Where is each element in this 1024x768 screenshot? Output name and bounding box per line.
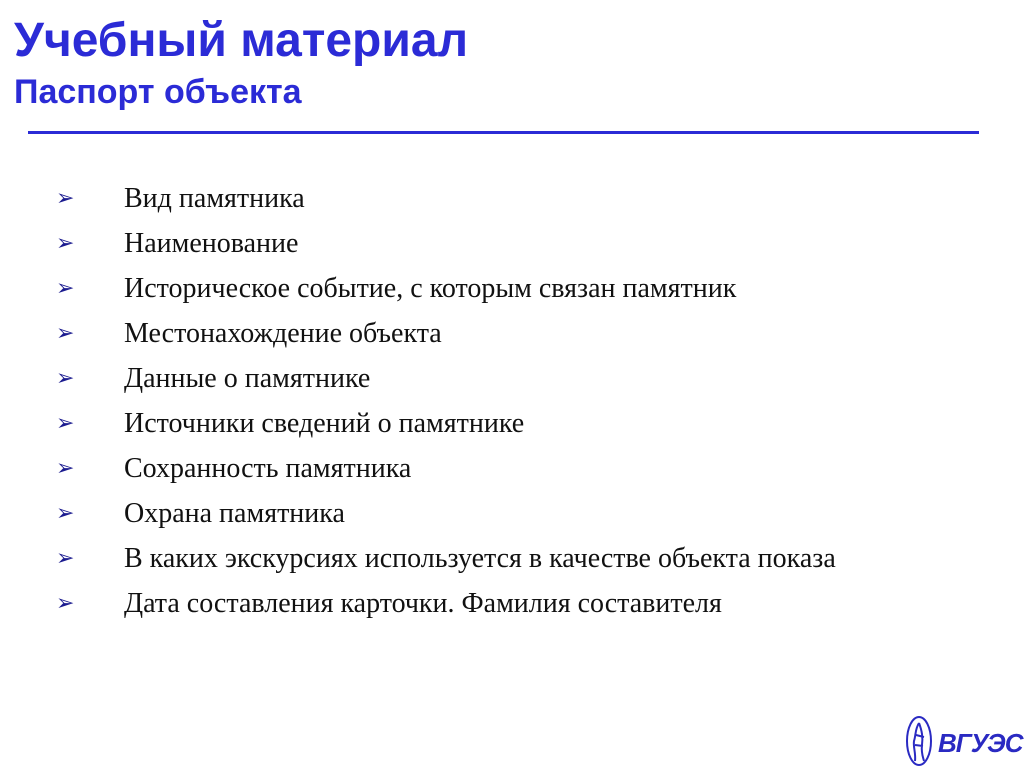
list-item [56,496,956,532]
list-item [56,181,956,217]
logo-text: ВГУЭС [938,728,1023,758]
list-item-text: Наименование [124,228,299,259]
arrow-bullet-icon: ➢ [56,591,75,616]
arrow-bullet-icon: ➢ [56,186,75,211]
arrow-bullet-icon: ➢ [56,501,75,526]
list-item-text: Историческое событие, с которым связан памятник [124,273,737,304]
list-item-text: Охрана памятника [124,498,345,529]
list-item [56,316,956,352]
list-item [56,226,956,262]
title-divider [28,131,979,134]
list-item [56,451,956,487]
list-item [56,586,956,622]
page-subtitle: Паспорт объекта [14,73,302,111]
list-item [56,541,956,577]
list-item-text: Сохранность памятника [124,453,412,484]
arrow-bullet-icon: ➢ [56,276,75,301]
list-item-text: Данные о памятнике [124,363,371,394]
university-emblem-icon [904,715,934,767]
header [14,14,468,112]
arrow-bullet-icon: ➢ [56,411,75,436]
list-item-text: Местонахождение объекта [124,318,442,349]
list-item-text: Вид памятника [124,183,305,214]
arrow-bullet-icon: ➢ [56,366,75,391]
arrow-bullet-icon: ➢ [56,456,75,481]
list-item-text: В каких экскурсиях используется в качестве объекта показа [124,543,836,574]
list-item-text: Дата составления карточки. Фамилия составителя [124,588,722,619]
list-item-text: Источники сведений о памятнике [124,408,525,439]
list-item [56,361,956,397]
page-title: Учебный материал [14,14,469,67]
arrow-bullet-icon: ➢ [56,546,75,571]
arrow-bullet-icon: ➢ [56,231,75,256]
list-item [56,271,956,307]
bullet-list [56,181,956,631]
arrow-bullet-icon: ➢ [56,321,75,346]
list-item [56,406,956,442]
